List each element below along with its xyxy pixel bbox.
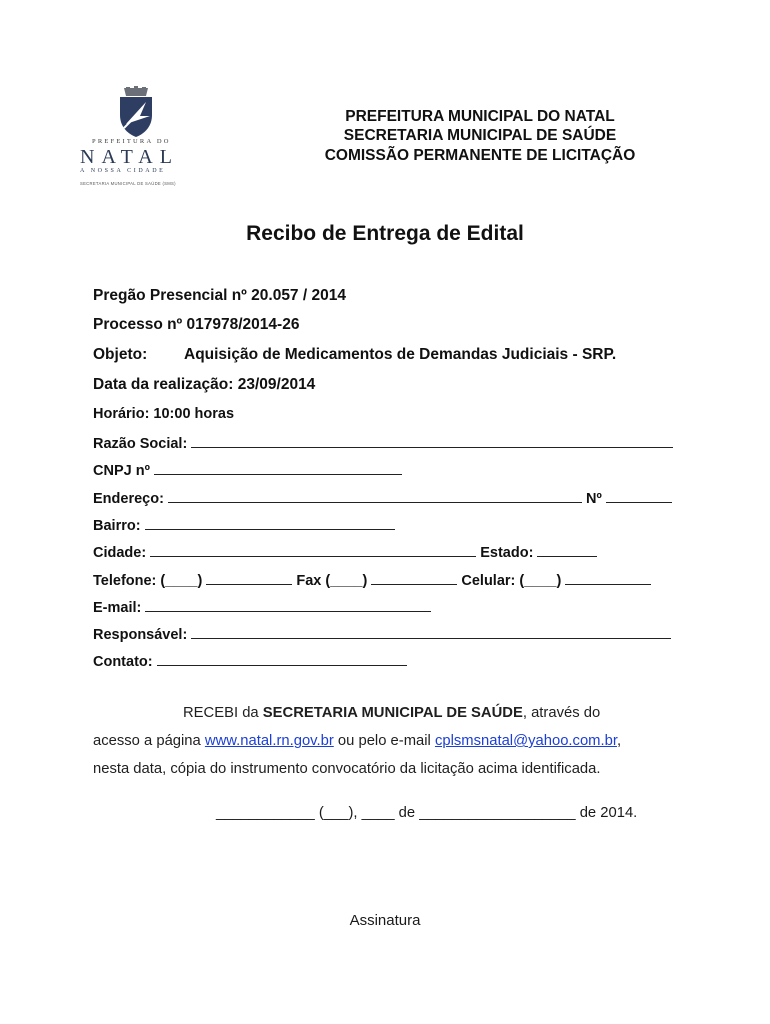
email-label: E-mail: <box>93 600 142 616</box>
receipt-line-1 <box>93 705 697 721</box>
receipt-line-3: nesta data, cópia do instrumento convocatório da licitação acima identificada. <box>93 761 601 777</box>
document-title: Recibo de Entrega de Edital <box>246 222 524 245</box>
responsavel-blank[interactable] <box>191 624 671 639</box>
processo-field: Processo nº 017978/2014-26 <box>93 316 300 333</box>
cidade-label: Cidade: <box>93 545 147 561</box>
horario-field: Horário: 10:00 horas <box>93 406 235 422</box>
receipt-comma: , <box>616 733 622 749</box>
numero-blank[interactable] <box>606 488 672 503</box>
endereco-row[interactable] <box>93 488 672 507</box>
cnpj-label: CNPJ nº <box>93 463 150 479</box>
receipt-recebi: RECEBI da <box>183 705 259 721</box>
cidade-blank[interactable] <box>150 542 476 557</box>
contato-blank[interactable] <box>157 651 407 666</box>
header-line-2: SECRETARIA MUNICIPAL DE SAÚDE <box>343 127 617 144</box>
endereco-blank[interactable] <box>168 488 582 503</box>
contato-row[interactable] <box>93 651 407 670</box>
logo-subtitle: A NOSSA CIDADE <box>80 168 166 174</box>
receipt-secretaria: SECRETARIA MUNICIPAL DE SAÚDE <box>262 705 523 721</box>
objeto-label: Objeto: <box>93 346 148 363</box>
logo-name: NATAL <box>80 146 179 168</box>
site-link[interactable]: www.natal.rn.gov.br <box>204 733 334 749</box>
responsavel-row[interactable] <box>93 624 671 643</box>
email-link[interactable]: cplsmsnatal@yahoo.com.br <box>434 733 617 749</box>
date-line: ____________ (___), ____ de ___________________ de 2014. <box>216 805 638 821</box>
responsavel-label: Responsável: <box>93 627 188 643</box>
estado-blank[interactable] <box>537 542 597 557</box>
email-row[interactable] <box>93 597 431 616</box>
celular-label: Celular: (____) <box>461 573 562 589</box>
estado-label: Estado: <box>480 545 534 561</box>
contato-label: Contato: <box>93 654 153 670</box>
prefeitura-natal-logo <box>78 86 190 188</box>
bairro-blank[interactable] <box>145 515 395 530</box>
logo-top-text: PREFEITURA DO <box>92 138 171 145</box>
telefone-label: Telefone: (____) <box>93 573 203 589</box>
celular-blank[interactable] <box>565 570 651 585</box>
numero-label: Nº <box>585 491 602 507</box>
telefone-row[interactable] <box>93 570 651 589</box>
cnpj-row[interactable] <box>93 460 402 479</box>
fax-blank[interactable] <box>371 570 457 585</box>
endereco-label: Endereço: <box>93 491 164 507</box>
data-realizacao-field: Data da realização: 23/09/2014 <box>93 376 316 393</box>
telefone-blank[interactable] <box>206 570 292 585</box>
receipt-ou-email: ou pelo e-mail <box>337 733 431 749</box>
cnpj-blank[interactable] <box>154 460 402 475</box>
receipt-acesso: acesso a página <box>93 733 201 749</box>
header-line-3: COMISSÃO PERMANENTE DE LICITAÇÃO <box>324 147 636 164</box>
pregao-field: Pregão Presencial nº 20.057 / 2014 <box>93 287 346 304</box>
signature-label: Assinatura <box>349 912 421 929</box>
header-line-1: PREFEITURA MUNICIPAL DO NATAL <box>345 108 615 125</box>
razao-social-label: Razão Social: <box>93 436 188 452</box>
receipt-atraves: , através do <box>522 705 601 721</box>
objeto-value: Aquisição de Medicamentos de Demandas Judiciais - SRP. <box>184 346 617 363</box>
bairro-row[interactable] <box>93 515 395 534</box>
cidade-row[interactable] <box>93 542 597 561</box>
email-blank[interactable] <box>145 597 431 612</box>
fax-label: Fax (____) <box>296 573 368 589</box>
razao-social-blank[interactable] <box>191 433 673 448</box>
logo-footer: SECRETARIA MUNICIPAL DE SAÚDE (SMS) <box>80 181 176 186</box>
bairro-label: Bairro: <box>93 518 141 534</box>
razao-social-row[interactable] <box>93 433 673 452</box>
receipt-line-2 <box>93 733 697 749</box>
city-crest-icon <box>106 86 166 138</box>
